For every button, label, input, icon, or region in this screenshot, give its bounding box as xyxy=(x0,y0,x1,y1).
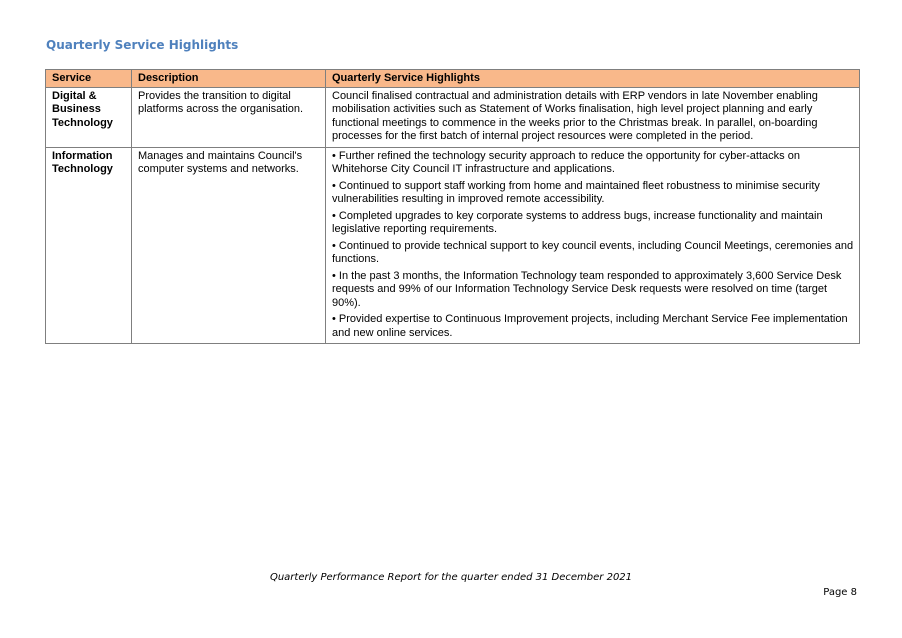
highlight-paragraph: Council finalised contractual and administration details with ERP vendors in late November enabling mobilisation activities such as Statement of Works finalisation, high level project planning and early functional meetings to commence in the weeks prior to the Christmas break. In parallel, on-boarding processes for the first batch of internal project resources were completed in the period. xyxy=(332,89,818,142)
page-number: Page 8 xyxy=(823,587,857,598)
highlight-bullet: • Further refined the technology security approach to reduce the opportunity for cyber-attacks on Whitehorse City Council IT infrastructure and applications. xyxy=(332,149,800,175)
footer-text: Quarterly Performance Report for the quarter ended 31 December 2021 xyxy=(269,572,633,583)
row-highlights-it xyxy=(326,147,860,344)
highlight-bullet: • Continued to provide technical support to key council events, including Council Meetings, ceremonies and functions. xyxy=(332,239,854,265)
highlight-bullet: • In the past 3 months, the Information Technology team responded to approximately 3,600 Service Desk requests and 99% of our Information Technology Service Desk requests were resolved on time (target 90%). xyxy=(332,269,842,309)
highlight-bullet: • Provided expertise to Continuous Improvement projects, including Merchant Service Fee implementation and new online services. xyxy=(332,313,848,339)
table-row xyxy=(46,147,860,344)
row-service-digital: Digital & Business Technology xyxy=(46,87,132,147)
highlight-bullet: • Continued to support staff working from home and maintained fleet robustness to minimise security vulnerabilities resulting in improved remote accessibility. xyxy=(332,179,820,205)
row-description-it: Manages and maintains Council's computer systems and networks. xyxy=(132,147,326,344)
table-row xyxy=(46,87,860,147)
row-description-digital: Provides the transition to digital platforms across the organisation. xyxy=(132,87,326,147)
row-highlights-digital xyxy=(326,87,860,147)
section-title: Quarterly Service Highlights xyxy=(46,38,239,52)
header-service: Service xyxy=(46,70,132,88)
header-highlights: Quarterly Service Highlights xyxy=(326,70,860,88)
row-service-it: Information Technology xyxy=(46,147,132,344)
header-description: Description xyxy=(132,70,326,88)
highlight-bullet: • Completed upgrades to key corporate systems to address bugs, increase functionality and maintain legislative reporting requirements. xyxy=(332,209,823,235)
service-highlights-table xyxy=(45,69,860,344)
table-header-row xyxy=(46,70,860,88)
